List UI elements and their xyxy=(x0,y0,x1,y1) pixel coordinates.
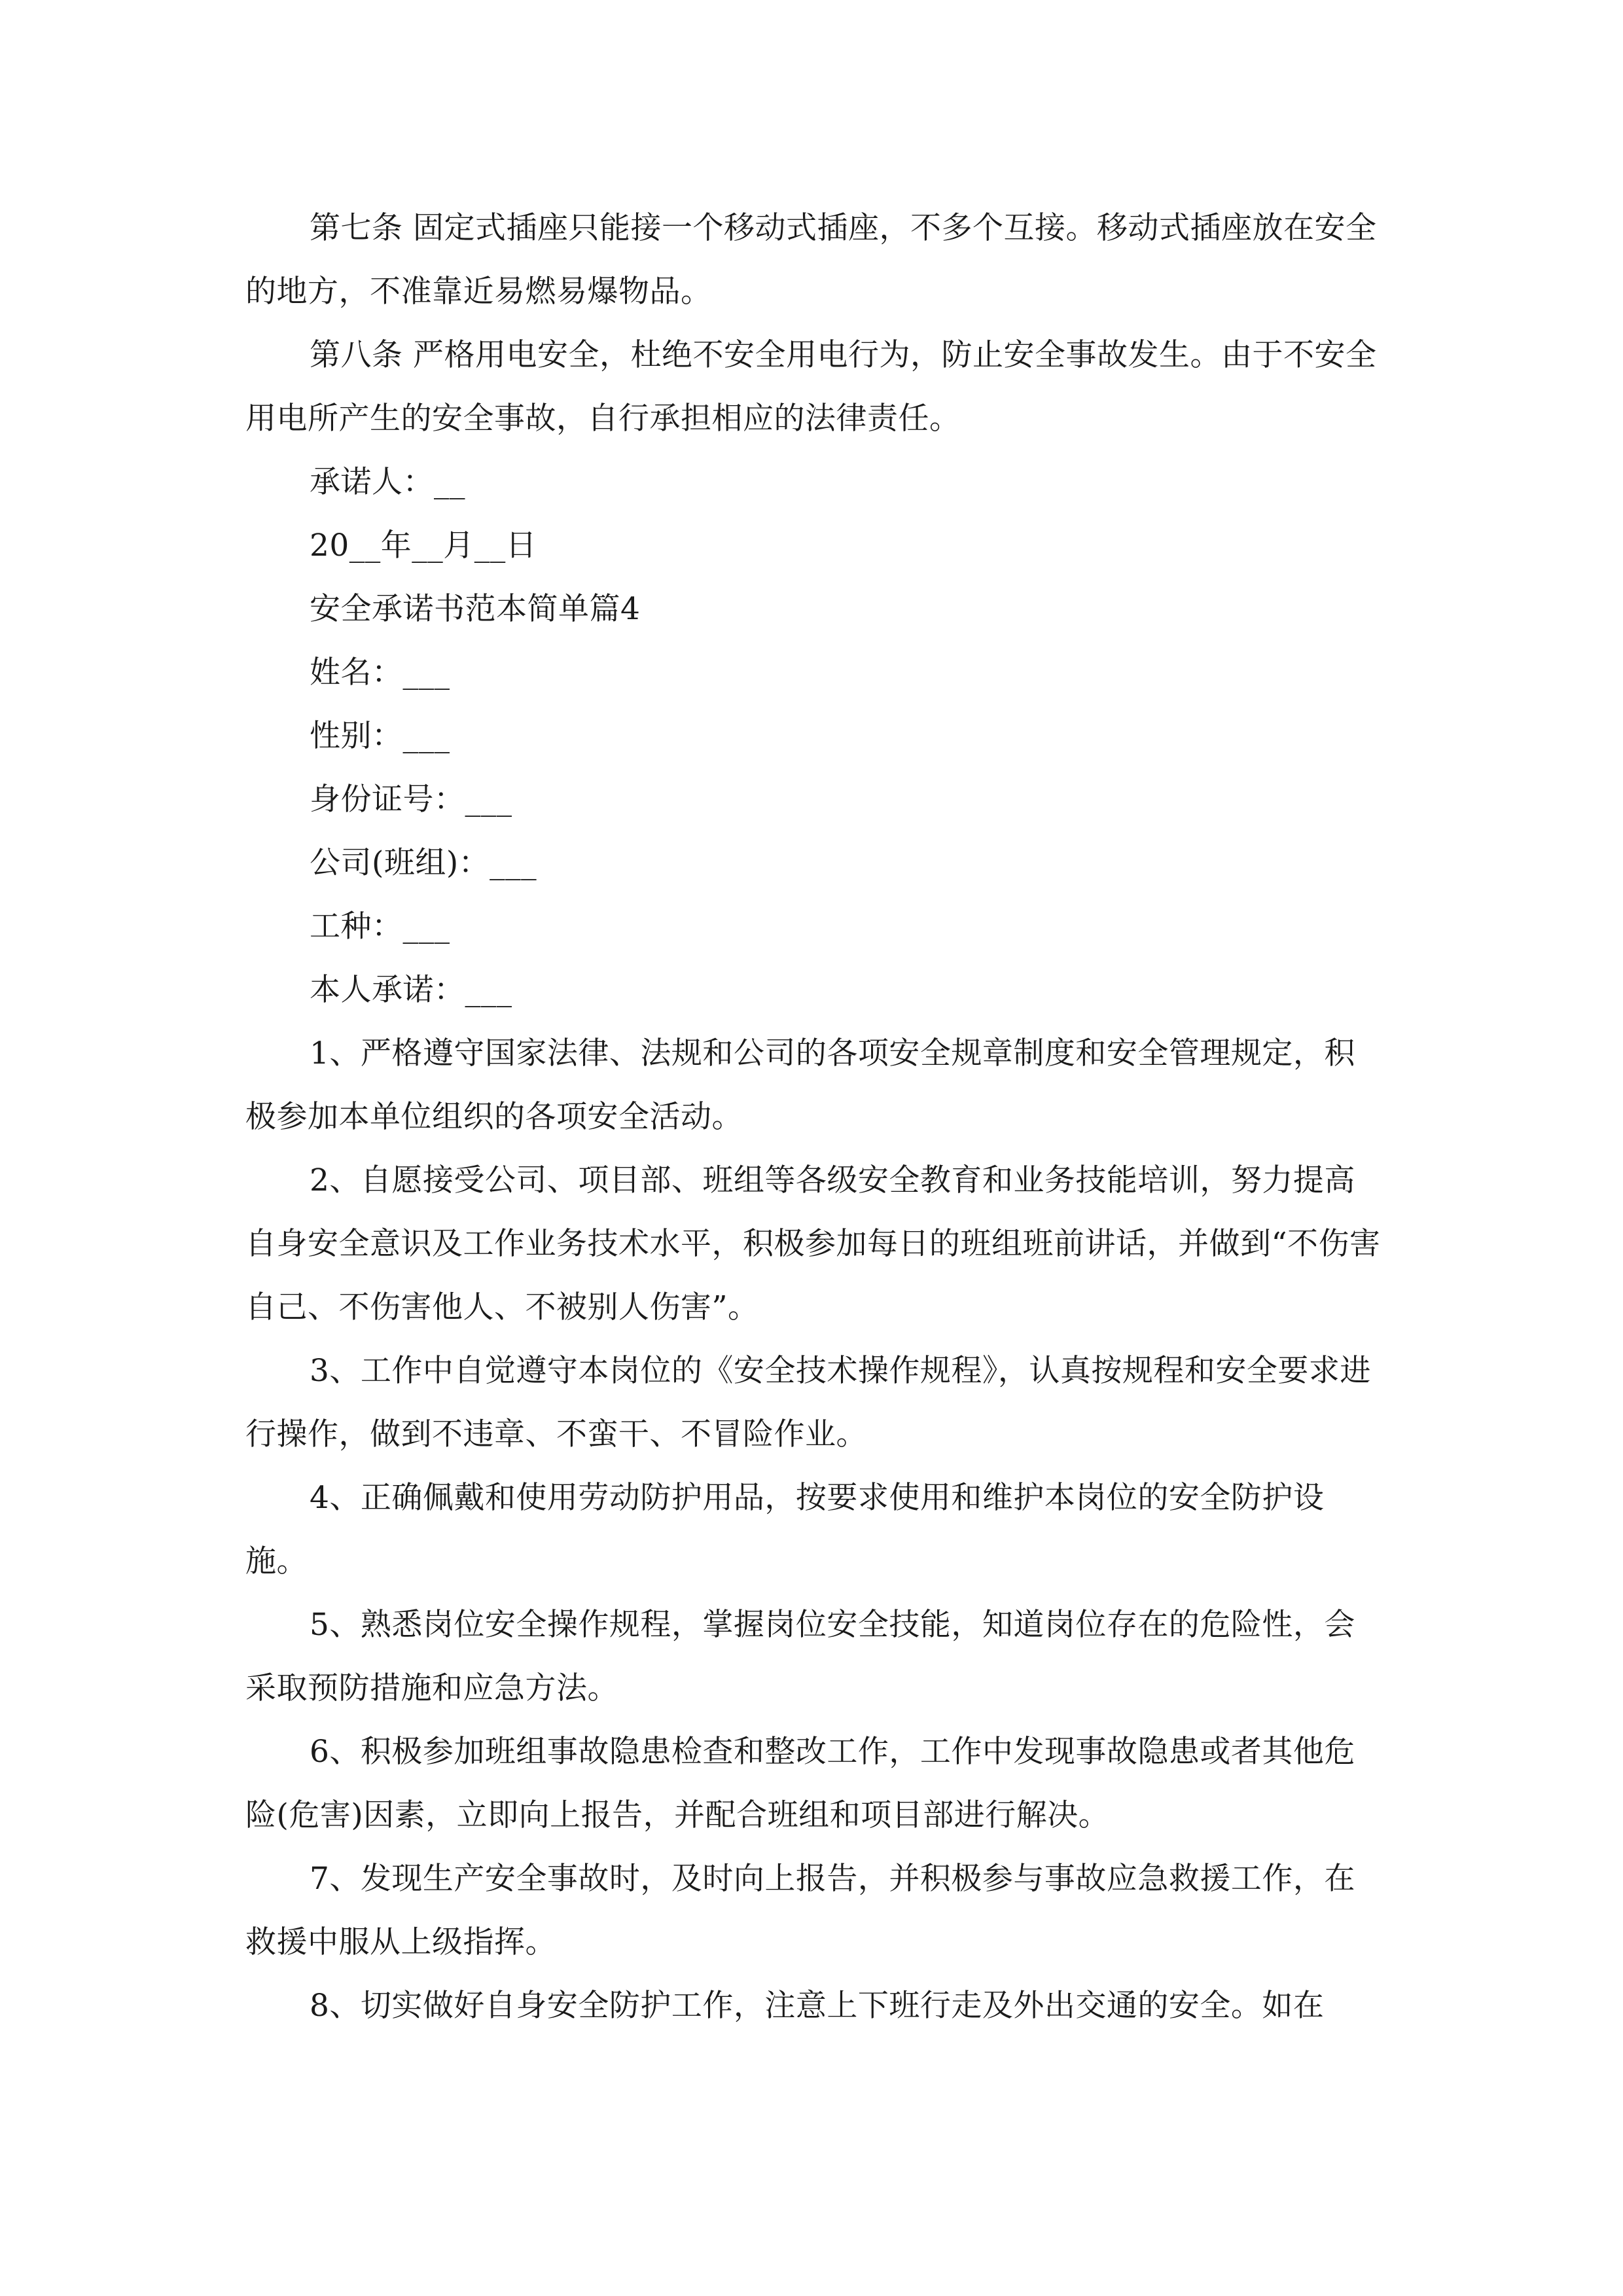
date-line: 20__年__月__日 xyxy=(310,528,537,564)
commitment-item-1: 1、严格遵守国家法律、法规和公司的各项安全规章制度和安全管理规定，积极参加本单位组织的各项安全活动。 xyxy=(245,1035,1355,1135)
id-number-field: 身份证号：___ xyxy=(310,781,512,817)
document-body xyxy=(245,196,1384,2037)
commitment-item-7: 7、发现生产安全事故时，及时向上报告，并积极参与事故应急救援工作，在救援中服从上级指挥。 xyxy=(245,1861,1355,1960)
commitment-item-8: 8、切实做好自身安全防护工作，注意上下班行走及外出交通的安全。如在 xyxy=(310,1988,1325,2024)
commitment-item-4: 4、正确佩戴和使用劳动防护用品，按要求使用和维护本岗位的安全防护设施。 xyxy=(245,1480,1325,1579)
gender-field: 性别：___ xyxy=(310,718,450,754)
article-7-paragraph: 第七条 固定式插座只能接一个移动式插座，不多个互接。移动式插座放在安全的地方，不准靠近易燃易爆物品。 xyxy=(245,210,1377,310)
promisor-line: 承诺人：__ xyxy=(310,464,465,500)
name-field: 姓名：___ xyxy=(310,655,450,691)
commitment-item-2: 2、自愿接受公司、项目部、班组等各级安全教育和业务技能培训，努力提高自身安全意识及工作业务技术水平，积极参加每日的班组班前讲话，并做到“不伤害自己、不伤害他人、不被别人伤害”。 xyxy=(245,1162,1381,1325)
commitment-item-5: 5、熟悉岗位安全操作规程，掌握岗位安全技能，知道岗位存在的危险性，会采取预防措施和应急方法。 xyxy=(245,1607,1355,1706)
company-team-field: 公司(班组)：___ xyxy=(310,845,537,881)
commitment-item-3: 3、工作中自觉遵守本岗位的《安全技术操作规程》，认真按规程和安全要求进行操作，做到不违章、不蛮干、不冒险作业。 xyxy=(245,1353,1371,1452)
job-type-field: 工种：___ xyxy=(310,908,450,944)
article-8-paragraph: 第八条 严格用电安全，杜绝不安全用电行为，防止安全事故发生。由于不安全用电所产生的安全事故，自行承担相应的法律责任。 xyxy=(245,337,1377,437)
commitment-field: 本人承诺：___ xyxy=(310,972,512,1008)
section-title: 安全承诺书范本简单篇4 xyxy=(310,591,641,627)
commitment-item-6: 6、积极参加班组事故隐患检查和整改工作，工作中发现事故隐患或者其他危险(危害)因素，立即向上报告，并配合班组和项目部进行解决。 xyxy=(245,1734,1355,1833)
